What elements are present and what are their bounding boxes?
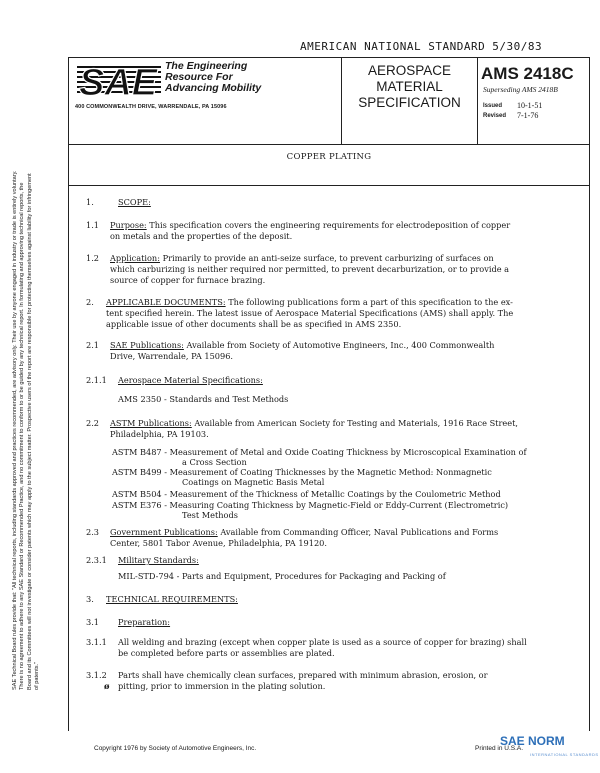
section-heading: Government Publications:	[110, 527, 218, 537]
title-line-1: AEROSPACE	[367, 63, 452, 78]
superseding: Superseding AMS 2418B	[483, 85, 558, 94]
address: 400 COMMONWEALTH DRIVE, WARRENDALE, PA 15096	[75, 104, 227, 110]
section-number: 3.	[86, 594, 94, 604]
title-rule	[68, 185, 590, 186]
reference-code: ASTM E376	[112, 500, 162, 510]
reference-item	[112, 447, 582, 458]
side-disclaimer: SAE Technical Board rules provide that: "All technical reports, including standards approved and practices recommended, are advisory only. Their use by anyone engaged in industry or trade is entirely voluntary. There is no agreement to adhere to any SAE Standard or Recommended Practice, and no commitment to conform to or be guided by any technical report. In formulating and approving technical reports, the Board and its Committees will not investigate or consider patents which may apply to the subject matter. Prospective users of the report are responsible for protecting themselves against liability for infringement of patents."	[12, 170, 41, 690]
reference-text: - Measurement of Metal and Oxide Coating Thickness by Microscopical Examination of	[164, 447, 527, 457]
ams-number: AMS 2418C	[481, 64, 574, 83]
paragraph-cont: pitting, prior to immersion in the plating solution.	[118, 681, 326, 691]
tagline	[165, 61, 335, 94]
reference-code: ASTM B499	[112, 467, 162, 477]
standard-stamp: AMERICAN NATIONAL STANDARD 5/30/83	[300, 40, 543, 53]
reference-item	[112, 467, 582, 478]
paragraph-text: This specification covers the engineering requirements for electrodeposition of copper	[149, 220, 511, 230]
reference-text: - Measurement of the Thickness of Metallic Coatings by the Coulometric Method	[164, 489, 501, 499]
printed-in: Printed in U.S.A.	[475, 745, 524, 752]
tagline-line-3: Advancing Mobility	[165, 82, 262, 94]
reference-item	[112, 500, 582, 511]
section-number: 1.1	[86, 220, 100, 230]
paragraph-cont: source of copper for furnace brazing.	[110, 275, 266, 285]
section-number: 3.1	[86, 617, 100, 627]
paragraph-cont: be completed before parts or assemblies are plated.	[118, 648, 335, 658]
revised-label: Revised	[483, 113, 507, 119]
section-heading: Military Standards:	[118, 555, 199, 565]
sae-logo-letters: SAE	[79, 62, 158, 100]
paragraph-cont: on metals and the properties of the deposit.	[110, 231, 293, 241]
paragraph	[110, 418, 585, 429]
reference-code: ASTM B487	[112, 447, 162, 457]
paragraph	[110, 527, 585, 538]
document-title: COPPER PLATING	[286, 152, 372, 162]
section-number: 2.	[86, 297, 94, 307]
issued-date: 10-1-51	[517, 101, 543, 110]
title-line-2: MATERIAL	[376, 79, 443, 94]
revision-mark: ø	[104, 681, 110, 691]
header-box	[68, 57, 590, 145]
section-heading: ASTM Publications:	[110, 418, 192, 428]
sae-logo-graphic	[75, 62, 161, 100]
paragraph	[110, 253, 580, 264]
paragraph-text: Primarily to provide an anti-seize surface, to prevent carburizing of surfaces on	[162, 253, 494, 263]
section-number: 2.3.1	[86, 555, 107, 565]
section-number: 3.1.2	[86, 670, 107, 680]
section-number: 1.2	[86, 253, 100, 263]
section-heading: Application:	[110, 253, 160, 263]
tagline-line-2: Resource For	[165, 71, 233, 83]
paragraph-text: Parts shall have chemically clean surfaces, prepared with minimum abrasion, erosion, or	[118, 670, 488, 680]
paragraph-cont: Philadelphia, PA 19103.	[110, 429, 209, 439]
tagline-line-1: The Engineering	[165, 60, 248, 72]
section-number: 3.1.1	[86, 637, 107, 647]
reference-code: ASTM B504	[112, 489, 162, 499]
sae-logo	[75, 62, 161, 104]
section-heading: Preparation:	[118, 617, 171, 627]
paragraph	[110, 220, 580, 231]
header-divider	[477, 58, 478, 144]
paragraph-cont: which carburizing is neither required nor permitted, to prevent decarburization, or to provide a	[110, 264, 510, 274]
section-number: 2.1.1	[86, 375, 107, 385]
section-heading: APPLICABLE DOCUMENTS:	[106, 297, 226, 307]
spec-type-title	[342, 63, 477, 111]
reference-cont: Test Methods	[182, 510, 238, 520]
reference-text: - Measurement of Coating Thicknesses by the Magnetic Method: Nonmagnetic	[164, 467, 492, 477]
paragraph-cont: Center, 5801 Tabor Avenue, Philadelphia, PA 19120.	[110, 538, 327, 548]
reference-cont: a Cross Section	[182, 457, 247, 467]
section-number: 2.2	[86, 418, 100, 428]
section-heading: SAE Publications:	[110, 340, 184, 350]
paragraph	[110, 340, 580, 351]
issued-label: Issued	[483, 103, 503, 109]
copyright: Copyright 1976 by Society of Automotive Engineers, Inc.	[94, 745, 257, 752]
reference-line: MIL-STD-794 - Parts and Equipment, Procedures for Packaging and Packing of	[118, 571, 446, 581]
title-line-3: SPECIFICATION	[358, 95, 461, 110]
section-number: 2.3	[86, 527, 100, 537]
section-number: 2.1	[86, 340, 100, 350]
watermark: SAE NORM	[500, 734, 565, 748]
paragraph	[106, 297, 584, 308]
paragraph-text: The following publications form a part of this specification to the ex-	[228, 297, 513, 307]
section-heading: SCOPE:	[118, 197, 151, 207]
paragraph-text: Available from Commanding Officer, Naval Publications and Forms	[220, 527, 499, 537]
reference-text: - Measuring Coating Thickness by Magnetic-Field or Eddy-Current (Electrometric)	[164, 500, 509, 510]
paragraph-cont: tent specified herein. The latest issue of Aerospace Material Specifications (AMS) shall apply. The	[106, 308, 514, 318]
revised-date: 7-1-76	[517, 111, 539, 120]
paragraph-text: Available from American Society for Testing and Materials, 1916 Race Street,	[194, 418, 518, 428]
paragraph-text: All welding and brazing (except when copper plate is used as a source of copper for brazing) shall	[118, 637, 527, 647]
paragraph-cont: applicable issue of other documents shall be as specified in AMS 2350.	[106, 319, 402, 329]
paragraph-cont: Drive, Warrendale, PA 15096.	[110, 351, 234, 361]
reference-cont: Coatings on Magnetic Basis Metal	[182, 477, 325, 487]
section-heading: TECHNICAL REQUIREMENTS:	[106, 594, 238, 604]
watermark-subtitle: INTERNATIONAL STANDARDS	[530, 752, 599, 757]
section-heading: Purpose:	[110, 220, 147, 230]
section-heading: Aerospace Material Specifications:	[118, 375, 263, 385]
reference-line: AMS 2350 - Standards and Test Methods	[118, 394, 289, 404]
section-number: 1.	[86, 197, 94, 207]
reference-item	[112, 489, 582, 500]
paragraph-text: Available from Society of Automotive Engineers, Inc., 400 Commonwealth	[186, 340, 495, 350]
